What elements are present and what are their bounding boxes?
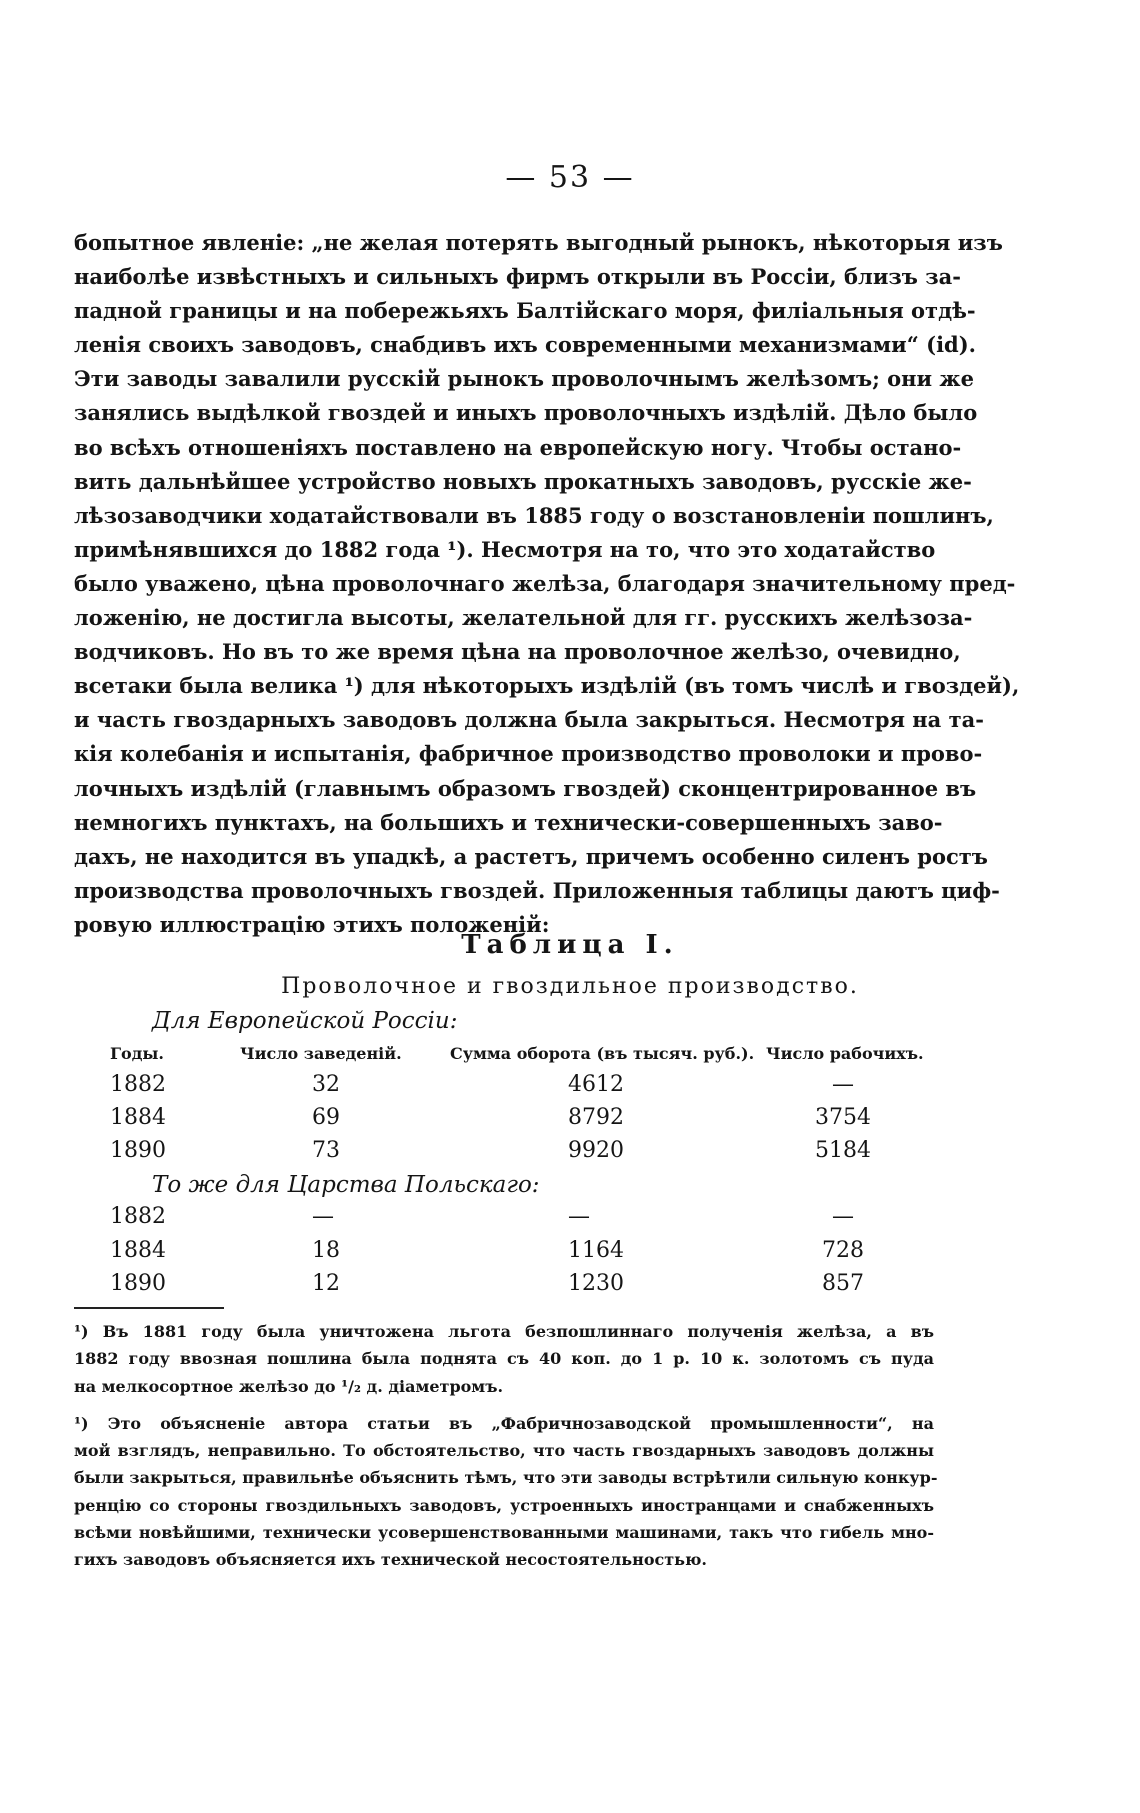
footnote-divider [74,1307,224,1309]
body-line: производства проволочныхъ гвоздей. Приложенныя таблицы даютъ циф- [74,877,1000,903]
body-line: примѣнявшихся до 1882 года ¹). Несмотря на то, что это ходатайство [74,536,936,562]
cell-year: 1884 [110,1238,166,1263]
section-heading-poland: То же для Царства Польскаго: [152,1172,540,1198]
body-line: было уважено, цѣна проволочнаго желѣза, благодаря значительному пред- [74,570,1016,596]
footnote-line: ¹) Въ 1881 году была уничтожена льгота безпошлиннаго полученія желѣза, а въ [74,1322,934,1341]
cell-turnover: 8792 [568,1105,624,1130]
body-line: во всѣхъ отношеніяхъ поставлено на европейскую ногу. Чтобы остано- [74,434,962,460]
cell-establishments: 69 [312,1105,340,1130]
body-line: ленія своихъ заводовъ, снабдивъ ихъ современными механизмами“ (id). [74,332,976,358]
body-line: ложенію, не достигла высоты, желательной для гг. русскихъ желѣзоза- [74,605,973,631]
table-row [0,1105,1140,1137]
table-column-headers [0,1044,1140,1072]
cell-year: 1882 [110,1204,166,1229]
body-line: бопытное явленіе: „не желая потерять выгодный рынокъ, нѣкоторыя изъ [74,230,1003,255]
cell-establishments: 32 [312,1072,340,1097]
cell-year: 1890 [110,1271,166,1296]
body-line: вить дальнѣйшее устройство новыхъ прокатныхъ заводовъ, русскіе же- [74,468,972,494]
footnotes [74,1318,938,1574]
cell-turnover: 9920 [568,1138,624,1163]
footnote [74,1318,934,1400]
footnote-line: ренцію со стороны гвоздильныхъ заводовъ, устроенныхъ иностранцами и снабженныхъ [74,1495,934,1515]
footnote-line: гихъ заводовъ объясняется ихъ технической несостоятельностью. [74,1550,707,1570]
body-line: водчиковъ. Но въ то же время цѣна на проволочное желѣзо, очевидно, [74,639,961,665]
body-line: наиболѣе извѣстныхъ и сильныхъ фирмъ открыли въ Россіи, близъ за- [74,264,961,290]
table-row [0,1138,1140,1170]
footnote-line: всѣми новѣйшими, технически усовершенствованными машинами, такъ что гибель мно- [74,1523,934,1543]
body-text [74,226,1020,942]
footnote-line: были закрыться, правильнѣе объяснить тѣмъ, что эти заводы встрѣтили сильную конкур- [74,1468,938,1488]
table-subheading: Проволочное и гвоздильное производство. [281,974,859,999]
body-line: лочныхъ издѣлій (главнымъ образомъ гвоздей) сконцентрированное въ [74,775,977,801]
footnote-line: ¹) Это объясненіе автора статьи въ „Фабричнозаводской промышленности“, на [74,1413,934,1433]
column-header-workers: Число рабочихъ. [766,1044,924,1063]
column-header-turnover: Сумма оборота (въ тысяч. руб.). [450,1044,755,1063]
footnote [74,1410,938,1574]
footnote-line: на мелкосортное желѣзо до ¹/₂ д. діаметромъ. [74,1376,504,1396]
cell-year: 1890 [110,1138,166,1163]
section-heading-europe: Для Европейской Россіи: [152,1008,458,1034]
cell-turnover: 1164 [568,1238,624,1263]
body-line: ровую иллюстрацію этихъ положеній: [74,911,550,937]
body-line: дахъ, не находится въ упадкѣ, а растетъ, причемъ особенно силенъ ростъ [74,843,988,869]
body-line: немногихъ пунктахъ, на большихъ и технически-совершенныхъ заво- [74,809,943,835]
cell-establishments: — [312,1204,334,1229]
footnote-line: 1882 году ввозная пошлина была поднята съ 40 коп. до 1 р. 10 к. золотомъ съ пуда [74,1349,934,1369]
cell-workers: 5184 [815,1138,871,1163]
cell-establishments: 12 [312,1271,340,1296]
body-line: всетаки была велика ¹) для нѣкоторыхъ издѣлій (въ томъ числѣ и гвоздей), [74,673,1020,699]
cell-workers: — [832,1072,854,1097]
table-row [0,1271,1140,1303]
cell-workers: 728 [822,1238,864,1263]
cell-establishments: 18 [312,1238,340,1263]
column-header-year: Годы. [110,1044,164,1063]
table-heading: Таблица I. [461,930,679,960]
cell-year: 1882 [110,1072,166,1097]
page-number: — 53 — [505,160,635,195]
body-line: кія колебанія и испытанія, фабричное производство проволоки и прово- [74,741,983,767]
cell-year: 1884 [110,1105,166,1130]
cell-turnover: — [568,1204,590,1229]
cell-establishments: 73 [312,1138,340,1163]
cell-workers: 857 [822,1271,864,1296]
body-line: лѣзозаводчики ходатайствовали въ 1885 году о возстановленіи пошлинъ, [74,502,994,528]
column-header-establishments: Число заведеній. [240,1044,402,1063]
table-row [0,1072,1140,1104]
cell-workers: 3754 [815,1105,871,1130]
body-line: падной границы и на побережьяхъ Балтійскаго моря, филіальныя отдѣ- [74,298,976,324]
footnote-line: мой взглядъ, неправильно. То обстоятельство, что часть гвоздарныхъ заводовъ должны [74,1441,934,1461]
table-row [0,1238,1140,1270]
body-line: и часть гвоздарныхъ заводовъ должна была закрыться. Несмотря на та- [74,707,984,733]
cell-turnover: 1230 [568,1271,624,1296]
cell-workers: — [832,1204,854,1229]
cell-turnover: 4612 [568,1072,624,1097]
body-line: занялись выдѣлкой гвоздей и иныхъ проволочныхъ издѣлій. Дѣло было [74,400,978,426]
body-line: Эти заводы завалили русскій рынокъ проволочнымъ желѣзомъ; они же [74,366,974,392]
table-row [0,1204,1140,1236]
